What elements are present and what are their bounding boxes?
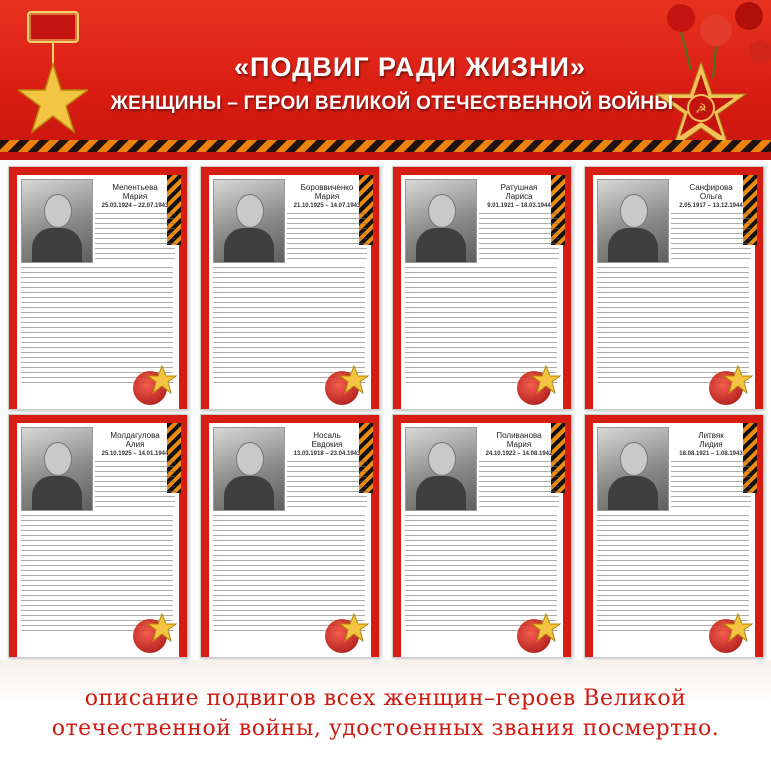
hero-dates: 13.03.1918 – 23.04.1943 [293,451,361,457]
footer-caption [30,684,741,744]
svg-text:☭: ☭ [695,102,707,117]
hero-name: Носаль Евдокия [311,431,343,449]
portrait-photo [21,427,93,511]
poster-card [8,414,188,658]
poster-card [584,414,764,658]
page-title: «ПОДВИГ РАДИ ЖИЗНИ» [234,52,586,82]
hero-dates: 25.03.1924 – 22.07.1943 [101,203,169,209]
body-text [479,213,559,263]
body-text [287,461,367,511]
star-icon [147,365,177,395]
hero-dates: 2.05.1917 – 13.12.1944 [679,203,743,209]
star-icon [531,613,561,643]
hero-name: Ратушная Лариса [500,183,538,201]
poster-card [200,166,380,410]
header-banner [0,0,771,160]
st-george-ribbon [0,140,771,152]
body-text [95,461,175,511]
body-text [479,461,559,511]
footer-line-2: отечественной войны, удостоенных звания посмертно. [51,716,720,741]
star-icon [339,365,369,395]
poster-card [200,414,380,658]
hero-name: Молдагулова Алия [110,431,160,449]
poster-card [392,166,572,410]
body-text [95,213,175,263]
body-text [671,461,751,511]
posters-grid [0,160,771,660]
portrait-photo [21,179,93,263]
star-icon [339,613,369,643]
portrait-photo [405,427,477,511]
hero-name: Мелентьева Мария [112,183,158,201]
hero-name: Санфирова Ольга [689,183,733,201]
hero-dates: 24.10.1922 – 14.08.1942 [485,451,553,457]
portrait-photo [405,179,477,263]
body-text [287,213,367,263]
body-text [671,213,751,263]
poster-card [584,166,764,410]
gold-star-medal-icon [18,6,88,156]
hero-dates: 21.10.1925 – 14.07.1943 [293,203,361,209]
portrait-photo [597,427,669,511]
portrait-photo [597,179,669,263]
hero-name: Поливанова Мария [496,431,542,449]
hero-name: Бороввиченко Мария [300,183,354,201]
footer-line-1: описание подвигов всех женщин–героев Великой [84,686,687,711]
star-icon [723,365,753,395]
poster-card [392,414,572,658]
hero-dates: 25.10.1925 – 14.01.1944 [101,451,169,457]
portrait-photo [213,179,285,263]
star-icon [531,365,561,395]
page-subtitle: ЖЕНЩИНЫ – ГЕРОИ ВЕЛИКОЙ ОТЕЧЕСТВЕННОЙ ВОЙНЫ [110,93,674,114]
hero-dates: 18.08.1921 – 1.08.1943 [679,451,743,457]
hero-name: Литвяк Лидия [698,431,724,449]
portrait-photo [213,427,285,511]
star-icon [723,613,753,643]
star-icon [147,613,177,643]
hero-dates: 9.01.1921 – 18.03.1944 [487,203,551,209]
poster-card [8,166,188,410]
footer-caption-area [0,660,771,771]
